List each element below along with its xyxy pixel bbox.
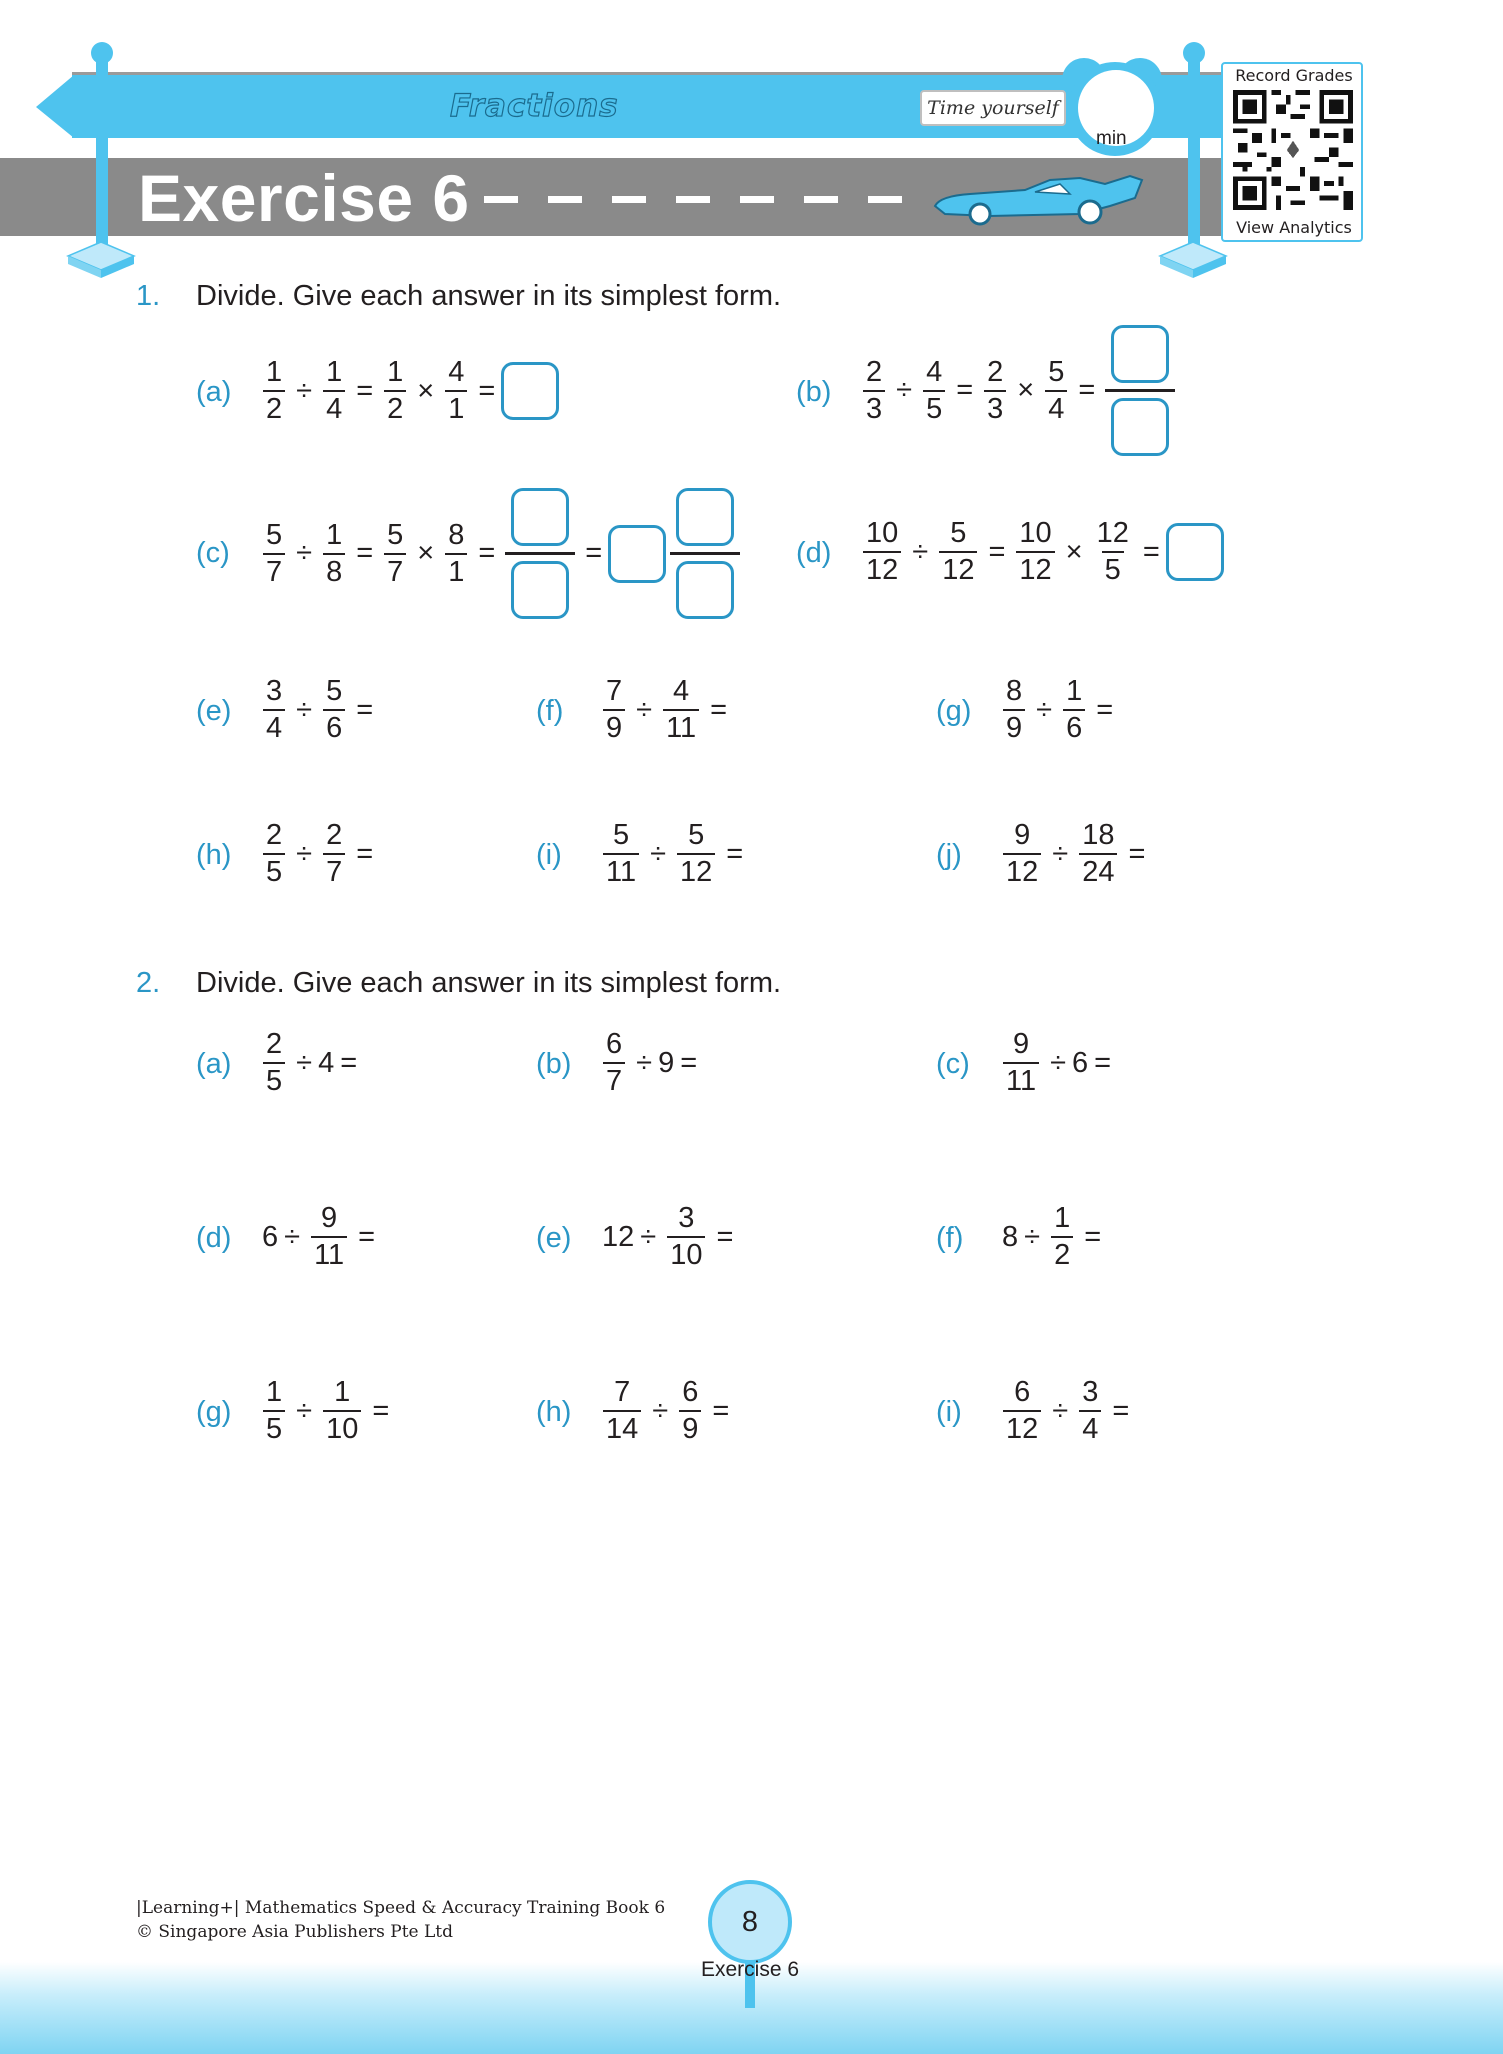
page-number-badge: 8	[708, 1880, 792, 1964]
page-label: Exercise 6	[700, 1958, 800, 1981]
q1a-label: (a)	[196, 376, 232, 408]
q1g-expression: $\frac{8}{9}$ ÷ $\frac{1}{6}$ =	[998, 677, 1119, 743]
q1b-label: (b)	[796, 376, 832, 408]
q2a-expression: $\frac{2}{5}$ ÷ 4 =	[258, 1030, 363, 1096]
time-yourself-box: Time yourself	[920, 90, 1066, 126]
q2h-expression: $\frac{7}{14}$ ÷ $\frac{6}{9}$ =	[598, 1378, 735, 1444]
q2g-expression: $\frac{1}{5}$ ÷ $\frac{1}{10}$ =	[258, 1378, 395, 1444]
mixed-fraction-boxes	[670, 488, 740, 619]
answer-fraction-boxes	[1105, 325, 1175, 456]
right-pole-base	[1158, 240, 1228, 280]
q2a-label: (a)	[196, 1048, 232, 1080]
answer-box[interactable]	[1166, 523, 1224, 581]
fraction: $\frac{1}{4}$	[323, 358, 345, 424]
fraction: $\frac{5}{4}$	[1045, 358, 1067, 424]
copyright: © Singapore Asia Publishers Pte Ltd	[136, 1922, 454, 1942]
left-pole	[96, 52, 108, 252]
q2b-label: (b)	[536, 1048, 572, 1080]
fraction: $\frac{1}{8}$	[323, 521, 345, 587]
q2c-expression: $\frac{9}{11}$ ÷ 6 =	[998, 1030, 1117, 1096]
q1f-label: (f)	[536, 695, 564, 727]
record-grades-label: Record Grades	[1235, 66, 1353, 85]
fraction: $\frac{4}{5}$	[923, 358, 945, 424]
fraction: $\frac{10}{12}$	[1016, 519, 1054, 585]
fraction: $\frac{1}{2}$	[263, 358, 285, 424]
q2f-label: (f)	[936, 1222, 964, 1254]
dash	[548, 196, 582, 203]
fraction: $\frac{4}{1}$	[445, 358, 467, 424]
q1h-label: (h)	[196, 839, 232, 871]
book-title: |Learning+| Mathematics Speed & Accuracy Training Book 6	[136, 1898, 666, 1918]
q1h-expression: $\frac{2}{5}$ ÷ $\frac{2}{7}$ =	[258, 821, 379, 887]
q2c-label: (c)	[936, 1048, 970, 1080]
left-pole-top	[91, 42, 113, 64]
q1e-expression: $\frac{3}{4}$ ÷ $\frac{5}{6}$ =	[258, 677, 379, 743]
numerator-box[interactable]	[1111, 325, 1169, 383]
view-analytics-label: View Analytics	[1236, 218, 1352, 237]
fraction: $\frac{10}{12}$	[863, 519, 901, 585]
whole-number-box[interactable]	[608, 525, 666, 583]
fraction: $\frac{5}{7}$	[263, 521, 285, 587]
fraction: $\frac{12}{5}$	[1096, 517, 1129, 586]
answer-box[interactable]	[501, 362, 559, 420]
q1g-label: (g)	[936, 695, 972, 727]
dash	[676, 196, 710, 203]
question-1-number: 1.	[136, 280, 161, 312]
q1b-expression: $\frac{2}{3}$ ÷ $\frac{4}{5}$ = $\frac{2}{3}$ × $\frac{5}{4}$ =	[858, 325, 1179, 456]
right-pole	[1188, 52, 1200, 252]
q2d-expression: 6 ÷ $\frac{9}{11}$ =	[262, 1202, 376, 1271]
q1d-label: (d)	[796, 537, 832, 569]
q2b-expression: $\frac{6}{7}$ ÷ 9 =	[598, 1030, 703, 1096]
question-1-instruction: Divide. Give each answer in its simplest form.	[196, 280, 782, 312]
q1a-expression: $\frac{1}{2}$ ÷ $\frac{1}{4}$ = $\frac{1}{2}$ × $\frac{4}{1}$ =	[258, 358, 559, 424]
exercise-title: Exercise 6	[138, 161, 470, 235]
q2e-label: (e)	[536, 1222, 572, 1254]
q1i-expression: $\frac{5}{11}$ ÷ $\frac{5}{12}$ =	[598, 821, 749, 887]
fraction: $\frac{2}{3}$	[984, 358, 1006, 424]
q1d-expression: $\frac{10}{12}$ ÷ $\frac{5}{12}$ = $\frac{10}{12}$ × $\frac{12}{5}$ =	[858, 519, 1224, 585]
q2f-expression: 8 ÷ $\frac{1}{2}$ =	[1002, 1202, 1102, 1271]
q2g-label: (g)	[196, 1396, 232, 1428]
denominator-box[interactable]	[676, 561, 734, 619]
fraction: $\frac{1}{2}$	[384, 358, 406, 424]
banner-arrow	[36, 75, 74, 138]
dash	[740, 196, 774, 203]
numerator-box[interactable]	[511, 488, 569, 546]
q2e-expression: 12 ÷ $\frac{3}{10}$ =	[602, 1202, 734, 1271]
right-pole-top	[1183, 42, 1205, 64]
dash	[868, 196, 902, 203]
q1j-expression: $\frac{9}{12}$ ÷ $\frac{18}{24}$ =	[998, 821, 1151, 887]
dash	[484, 196, 518, 203]
fraction: $\frac{8}{1}$	[445, 521, 467, 587]
q2i-expression: $\frac{6}{12}$ ÷ $\frac{3}{4}$ =	[998, 1378, 1135, 1444]
q1e-label: (e)	[196, 695, 232, 727]
fraction: $\frac{2}{3}$	[863, 358, 885, 424]
numerator-box[interactable]	[676, 488, 734, 546]
left-pole-base	[66, 240, 136, 280]
race-car-icon	[930, 170, 1145, 226]
timer-unit: min	[1096, 128, 1127, 149]
q1c-label: (c)	[196, 537, 230, 569]
denominator-box[interactable]	[511, 561, 569, 619]
q1j-label: (j)	[936, 839, 962, 871]
q1c-expression: $\frac{5}{7}$ ÷ $\frac{1}{8}$ = $\frac{5}{7}$ × $\frac{8}{1}$ = =	[258, 488, 744, 619]
qr-code-icon[interactable]	[1233, 90, 1353, 210]
fraction: $\frac{5}{7}$	[384, 521, 406, 587]
qr-panel[interactable]	[1221, 62, 1363, 242]
fraction: $\frac{5}{12}$	[939, 519, 977, 585]
question-2-number: 2.	[136, 967, 161, 999]
q2i-label: (i)	[936, 1396, 962, 1428]
topic-title: Fractions	[450, 88, 619, 124]
denominator-box[interactable]	[1111, 398, 1169, 456]
q2h-label: (h)	[536, 1396, 572, 1428]
answer-fraction-boxes	[505, 488, 575, 619]
q1f-expression: $\frac{7}{9}$ ÷ $\frac{4}{11}$ =	[598, 677, 733, 743]
dash	[612, 196, 646, 203]
q2d-label: (d)	[196, 1222, 232, 1254]
q1i-label: (i)	[536, 839, 562, 871]
question-2-instruction: Divide. Give each answer in its simplest form.	[196, 967, 782, 999]
dash	[804, 196, 838, 203]
